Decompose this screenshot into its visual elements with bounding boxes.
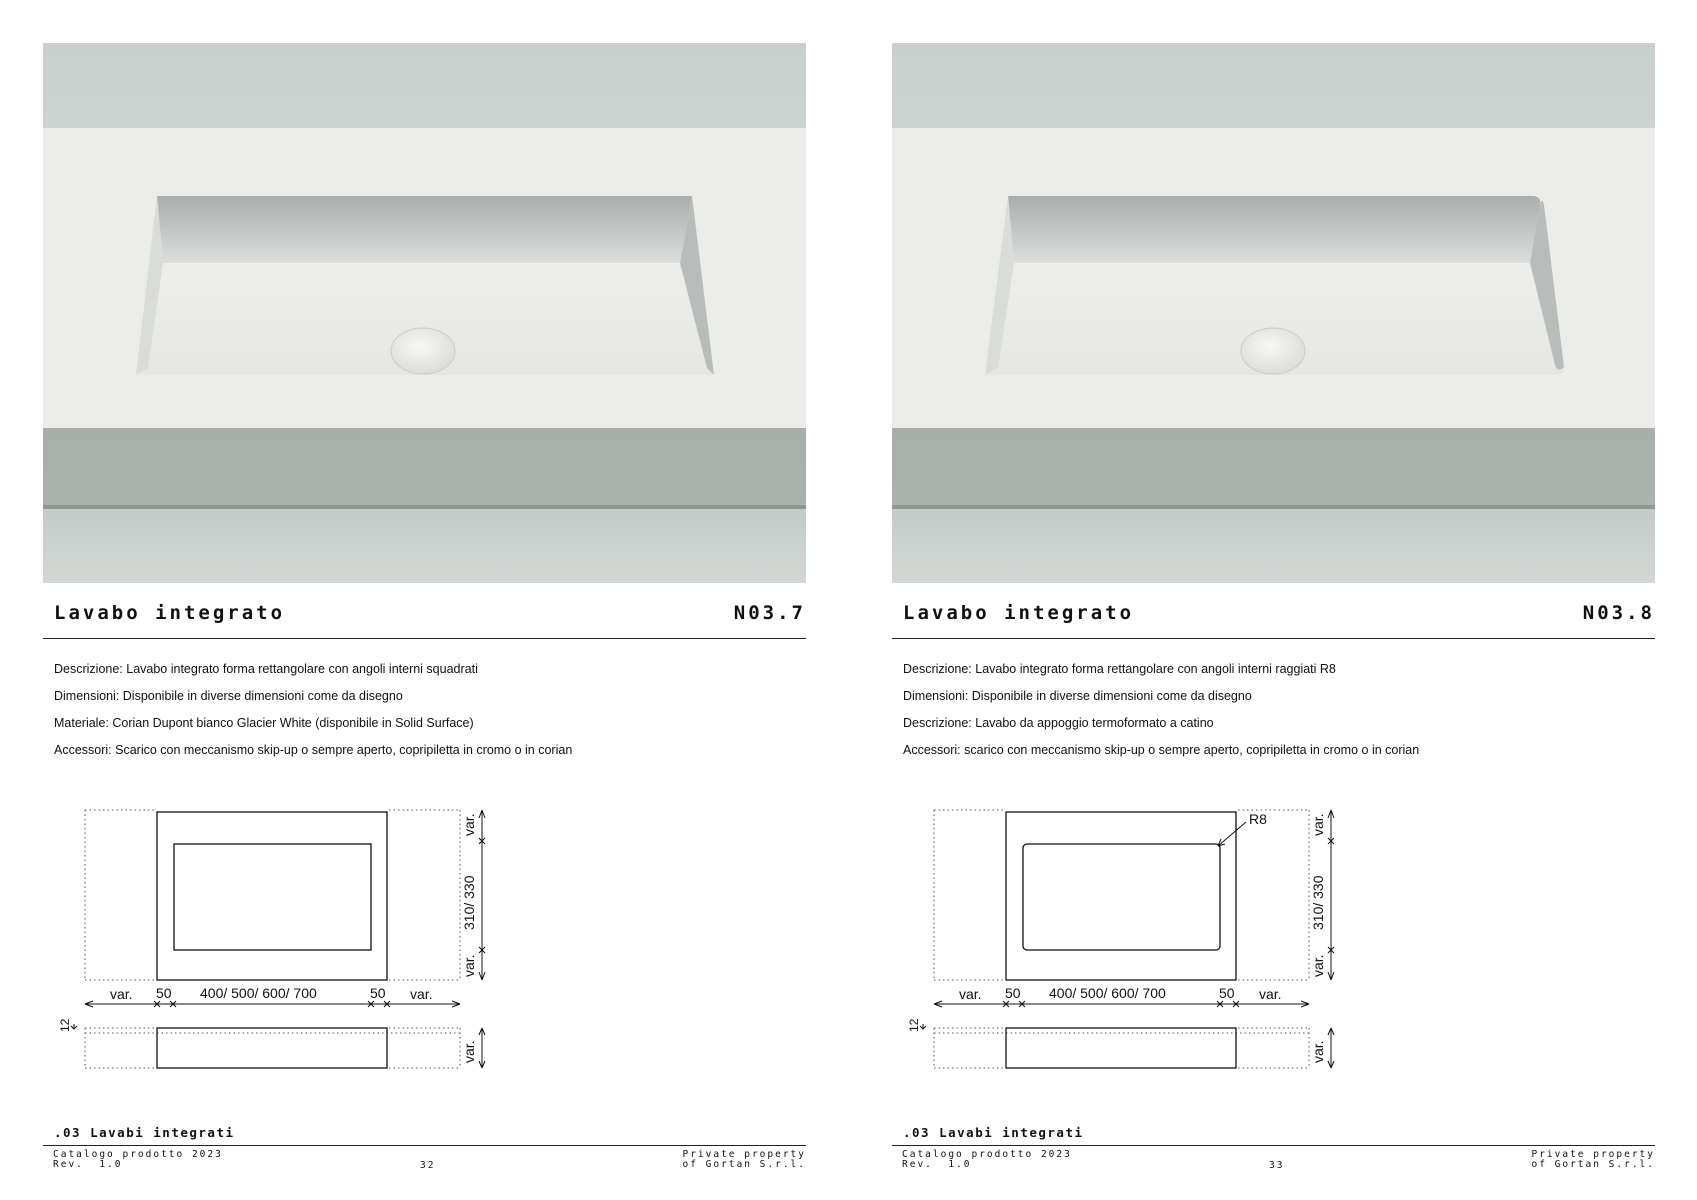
dim-var-right: var. (1259, 986, 1282, 1002)
dim-var-bottom: var. (1310, 954, 1326, 977)
spec-description-2: Descrizione: Lavabo da appoggio termoformato a catino (903, 716, 1214, 730)
product-photo (43, 43, 806, 583)
dim-var-side: var. (1310, 1040, 1326, 1063)
dim-thickness: 12 (907, 1018, 921, 1032)
footer-catalog (902, 1150, 1072, 1170)
dim-var-left: var. (959, 986, 982, 1002)
catalog-page-left (0, 0, 848, 1200)
technical-drawing (901, 800, 1361, 1080)
dim-radius: R8 (1249, 811, 1267, 827)
footer-owner-line2: of Gortan S.r.l. (682, 1159, 806, 1170)
product-photo (892, 43, 1655, 583)
product-title: Lavabo integrato (903, 602, 1135, 624)
section-label: .03 Lavabi integrati (903, 1125, 1084, 1140)
footer-owner (1531, 1150, 1655, 1170)
dim-depths: 310/ 330 (1310, 875, 1326, 930)
catalog-page-right (849, 0, 1697, 1200)
dim-widths: 400/ 500/ 600/ 700 (1049, 985, 1166, 1001)
product-code: N03.7 (733, 602, 806, 624)
footer-revision: Rev. 1.0 (902, 1159, 972, 1170)
spec-description: Descrizione: Lavabo integrato forma rettangolare con angoli interni raggiati R8 (903, 662, 1336, 676)
footer-divider (43, 1145, 806, 1146)
dim-depths: 310/ 330 (461, 875, 477, 930)
dim-var-bottom: var. (461, 954, 477, 977)
dim-thickness: 12 (58, 1018, 72, 1032)
title-divider (892, 638, 1655, 639)
page-number: 33 (1269, 1160, 1285, 1171)
spec-list (903, 656, 1419, 764)
dim-margin-left: 50 (1005, 985, 1021, 1001)
dim-margin-left: 50 (156, 985, 172, 1001)
spec-list (54, 656, 572, 764)
dim-margin-right: 50 (1219, 985, 1235, 1001)
product-title: Lavabo integrato (54, 602, 286, 624)
page-number: 32 (420, 1160, 436, 1171)
dim-var-side: var. (461, 1040, 477, 1063)
spec-material: Materiale: Corian Dupont bianco Glacier White (disponibile in Solid Surface) (54, 716, 474, 730)
dim-var-left: var. (110, 986, 133, 1002)
spec-accessories: Accessori: scarico con meccanismo skip-up o sempre aperto, copripiletta in cromo o in corian (903, 743, 1420, 757)
spec-description: Descrizione: Lavabo integrato forma rettangolare con angoli interni squadrati (54, 662, 478, 676)
footer-catalog-name: Catalogo prodotto 2023 (53, 1149, 223, 1160)
footer-owner (682, 1150, 806, 1170)
footer-owner-line1: Private property (682, 1149, 806, 1160)
footer-catalog (53, 1150, 223, 1170)
dim-widths: 400/ 500/ 600/ 700 (200, 985, 317, 1001)
spec-accessories: Accessori: Scarico con meccanismo skip-up o sempre aperto, copripiletta in cromo o in corian (54, 743, 573, 757)
title-divider (43, 638, 806, 639)
dim-var-right: var. (410, 986, 433, 1002)
spec-dimensions: Dimensioni: Disponibile in diverse dimensioni come da disegno (903, 689, 1252, 703)
product-code: N03.8 (1582, 602, 1655, 624)
dim-var-top: var. (461, 813, 477, 836)
dim-var-top: var. (1310, 813, 1326, 836)
footer-catalog-name: Catalogo prodotto 2023 (902, 1149, 1072, 1160)
footer-divider (892, 1145, 1655, 1146)
dim-margin-right: 50 (370, 985, 386, 1001)
footer-owner-line2: of Gortan S.r.l. (1531, 1159, 1655, 1170)
technical-drawing (52, 800, 512, 1080)
footer-revision: Rev. 1.0 (53, 1159, 123, 1170)
section-label: .03 Lavabi integrati (54, 1125, 235, 1140)
footer-owner-line1: Private property (1531, 1149, 1655, 1160)
spec-dimensions: Dimensioni: Disponibile in diverse dimensioni come da disegno (54, 689, 403, 703)
